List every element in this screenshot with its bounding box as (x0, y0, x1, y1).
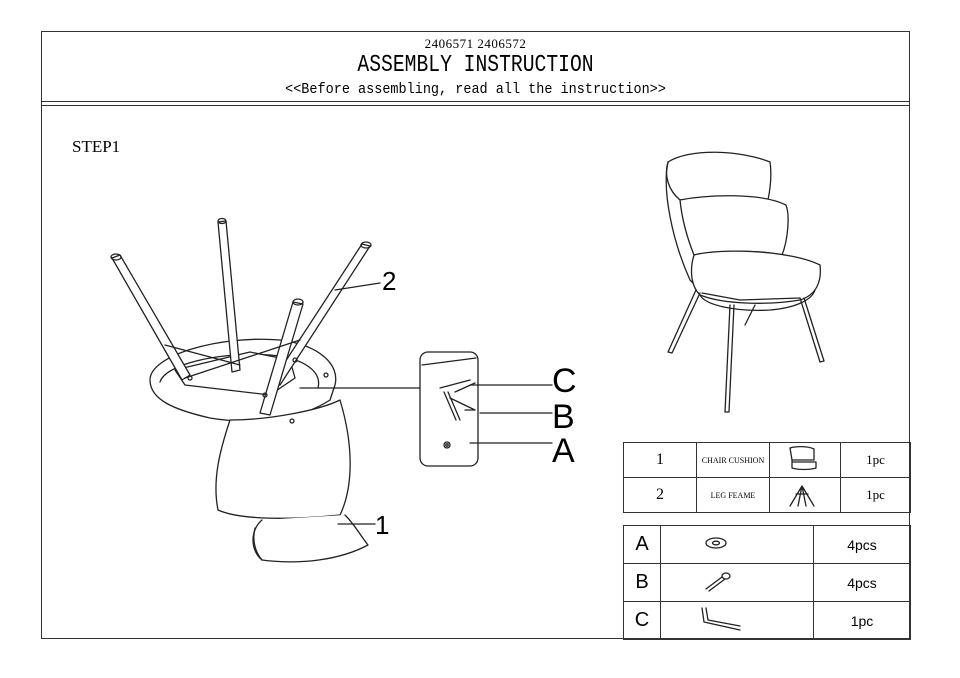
part-name: LEG FEAME (697, 478, 770, 513)
hardware-letter: C (624, 602, 661, 640)
hardware-icon-cell (661, 602, 814, 640)
parts-table (623, 442, 911, 513)
hardware-quantity: 1pc (814, 602, 911, 640)
part-icon-cell (770, 478, 841, 513)
table-row (624, 526, 911, 564)
callout-part-1: 1 (375, 510, 390, 540)
table-row (624, 443, 911, 478)
hardware-quantity: 4pcs (814, 564, 911, 602)
table-row (624, 602, 911, 640)
hardware-detail-illustration (420, 352, 552, 466)
table-row (624, 478, 911, 513)
upside-down-chair-illustration (111, 219, 420, 562)
page-subtitle: <<Before assembling, read all the instruction>> (285, 81, 666, 98)
hardware-letter: A (624, 526, 661, 564)
table-row (624, 564, 911, 602)
assembled-chair-illustration (666, 152, 824, 412)
hardware-letter: B (624, 564, 661, 602)
part-number: 2 (624, 478, 697, 513)
part-quantity: 1pc (841, 443, 911, 478)
part-number: 1 (624, 443, 697, 478)
callout-hardware-a: A (552, 432, 575, 470)
callout-part-2: 2 (382, 266, 397, 296)
hardware-table (623, 525, 911, 640)
part-icon-cell (770, 443, 841, 478)
hardware-icon-cell (661, 564, 814, 602)
page-title: ASSEMBLY INSTRUCTION (357, 52, 594, 79)
part-quantity: 1pc (841, 478, 911, 513)
hardware-quantity: 4pcs (814, 526, 911, 564)
model-numbers: 2406571 2406572 (424, 36, 527, 51)
step-label: STEP1 (72, 137, 121, 156)
callout-hardware-c: C (552, 362, 577, 400)
part-name: CHAIR CUSHION (697, 443, 770, 478)
hardware-icon-cell (661, 526, 814, 564)
callout-hardware-b: B (552, 398, 575, 436)
